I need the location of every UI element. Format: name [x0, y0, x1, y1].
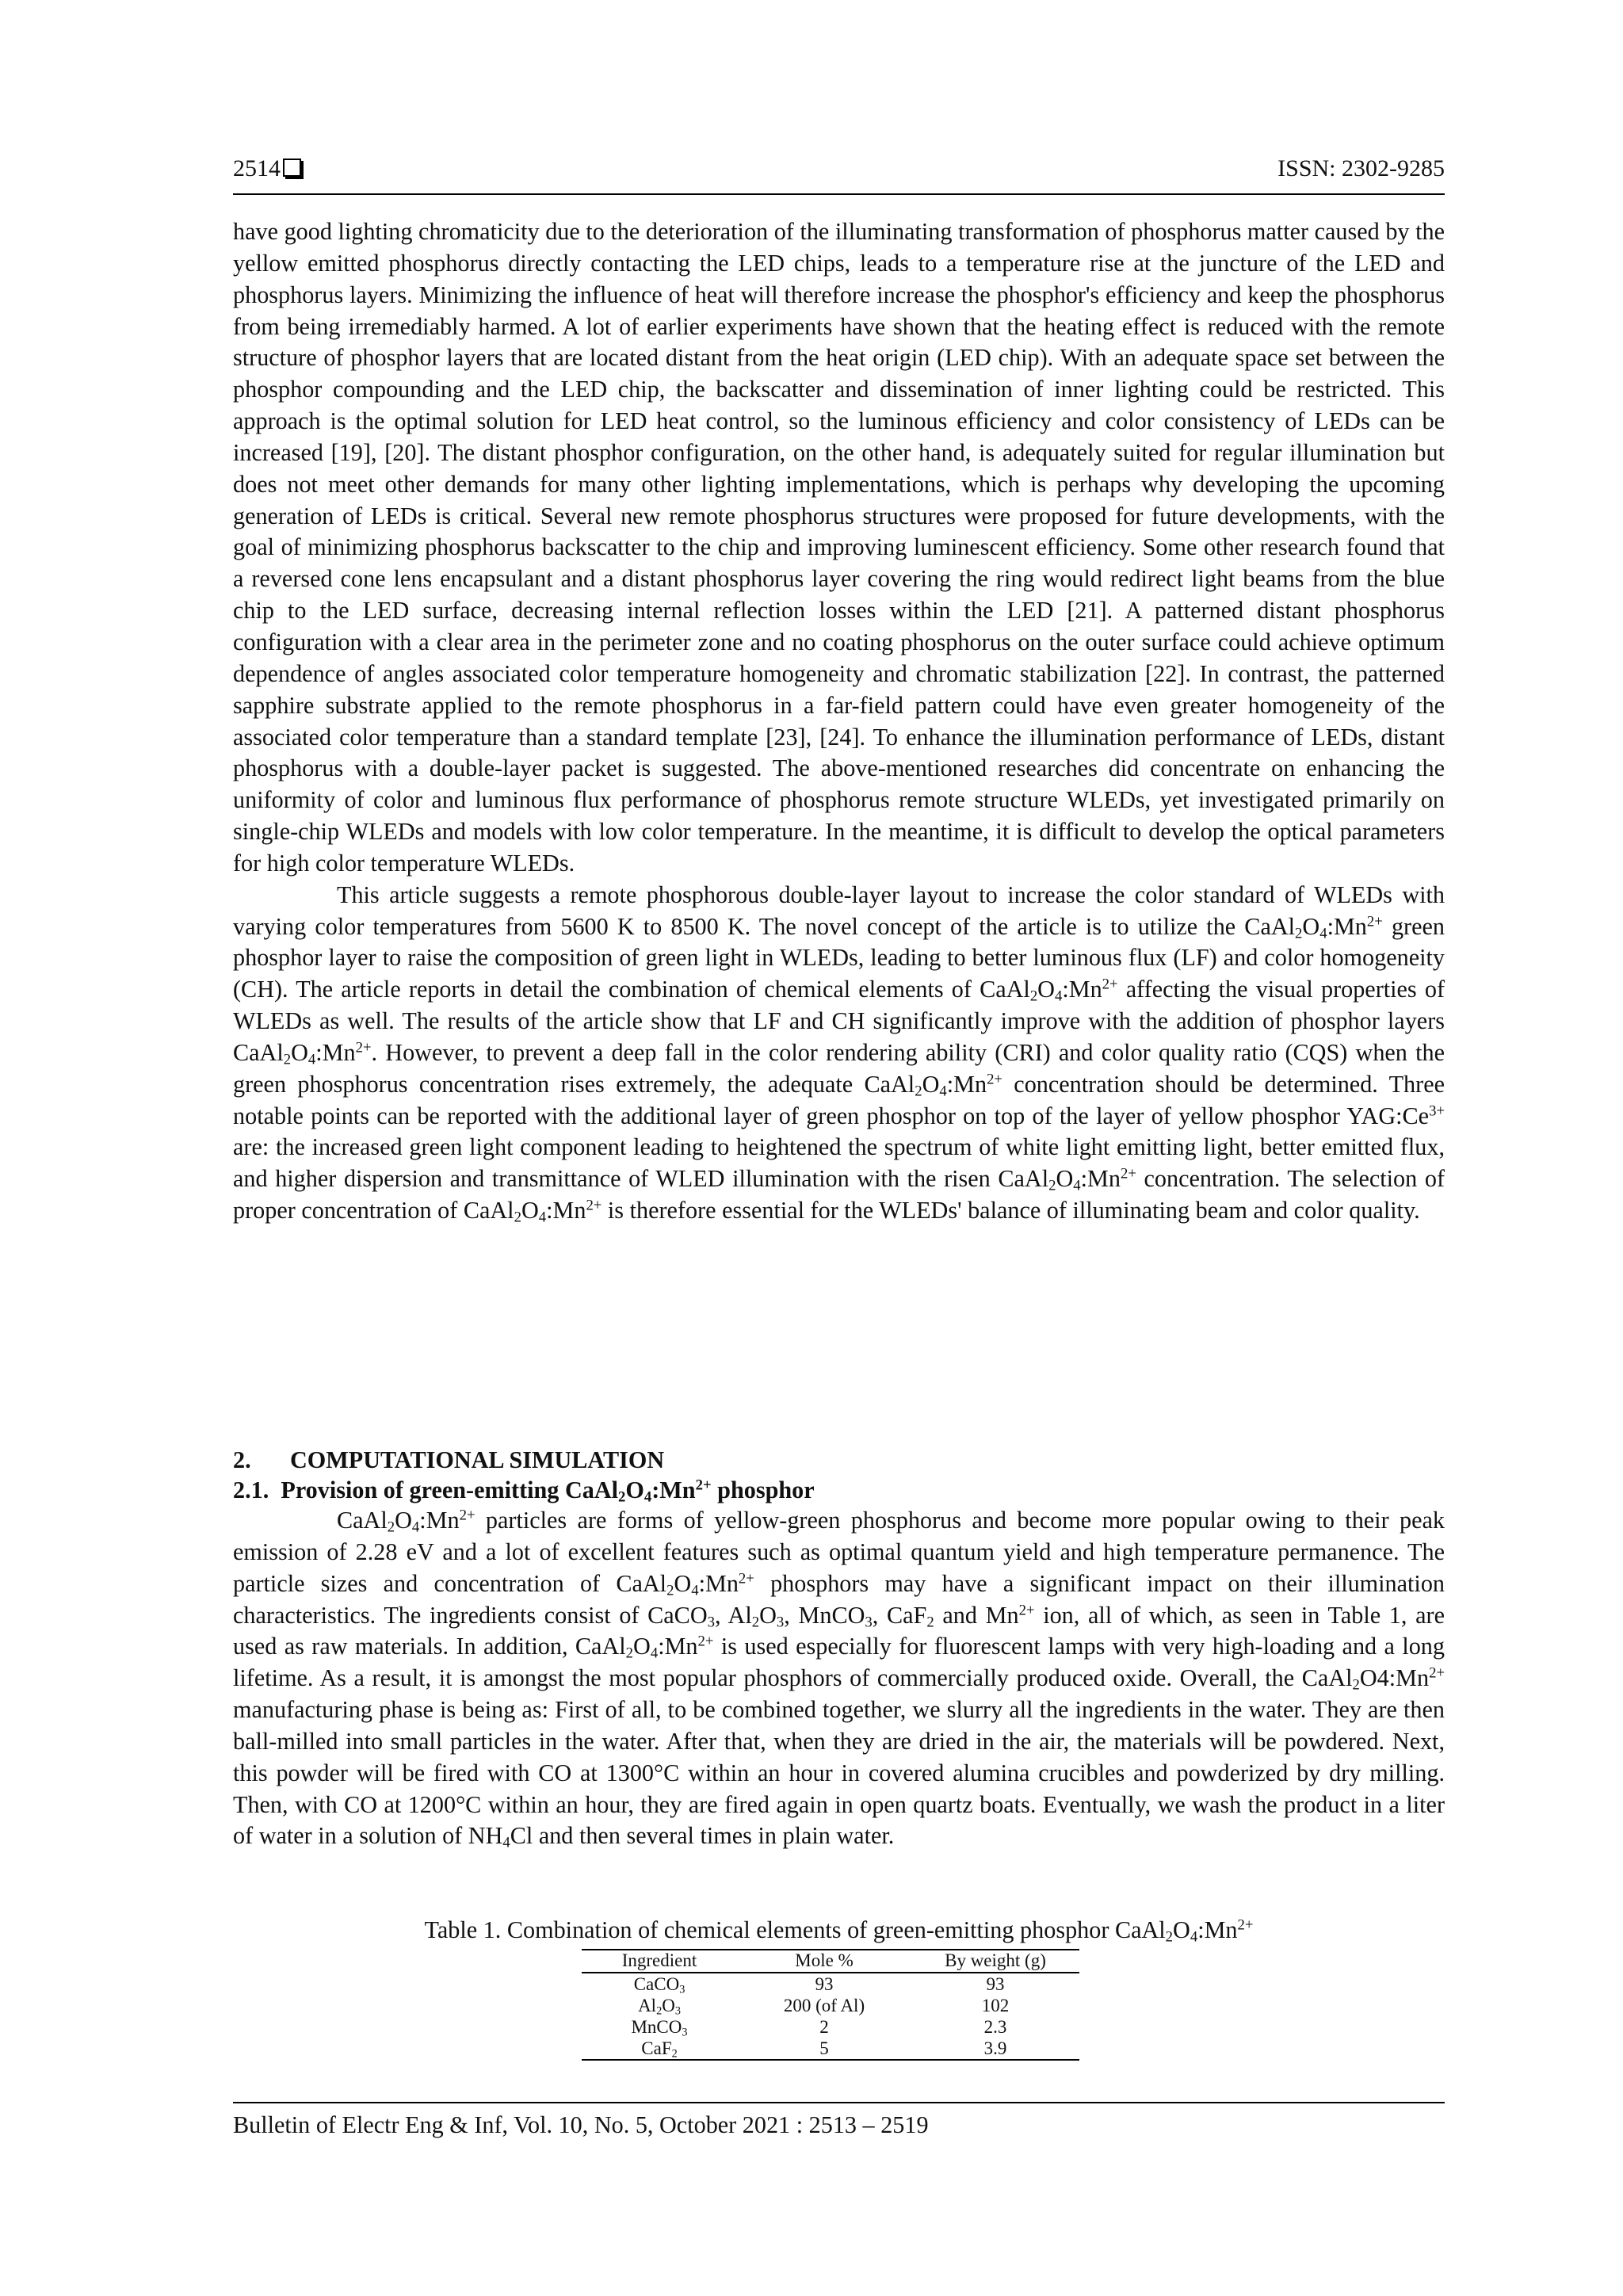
table-row	[582, 2016, 1079, 2038]
column-header: By weight (g)	[911, 1950, 1079, 1973]
paragraph: This article suggests a remote phosphorous double-layer layout to increase the color standard of WLEDs with varying color temperatures from 5600 K to 8500 K. The novel concept of the article is to utilize the $CaAl_2O_4:Mn^{2+}$ green phosphor layer to raise the composition of green light in WLEDs, leading to better luminous flux (LF) and color homogeneity (CH). The article reports in detail the combination of chemical elements of $CaAl_2O_4:Mn^{2+}$ affecting the visual properties of WLEDs as well. The results of the article show that LF and CH significantly improve with the addition of phosphor layers $CaAl_2O_4:Mn^{2+}$. However, to prevent a deep fall in the color rendering ability (CRI) and color quality ratio (CQS) when the green phosphorus concentration rises extremely, the adequate $CaAl_2O_4:Mn^{2+}$ concentration should be determined. Three notable points can be reported with the additional layer of green phosphor on top of the layer of yellow phosphor $YAG:Ce^{3+}$ are: the increased green light component leading to heightened the spectrum of white light emitting light, better emitted flux, and higher dispersion and transmittance of WLED illumination with the risen $CaAl_2O_4:Mn^{2+}$ concentration. The selection of proper concentration of $CaAl_2O_4:Mn^{2+}$ is therefore essential for the WLEDs' balance of illuminating beam and color quality.	[233, 881, 1445, 1226]
subsection-heading: 2.1. Provision of green-emitting $CaAl_2O_4:Mn^{2+}$ phosphor	[233, 1477, 815, 1506]
page-number: 2514	[233, 155, 301, 182]
paragraph: have good lighting chromaticity due to the deterioration of the illuminating transformation of phosphorus matter caused by the yellow emitted phosphorus directly contacting the LED chips, leads to a temperature rise at the juncture of the LED and phosphorus layers. Minimizing the influence of heat will therefore increase the phosphor's efficiency and keep the phosphorus from being irremediably harmed. A lot of earlier experiments have shown that the heating effect is reduced with the remote structure of phosphor layers that are located distant from the heat origin (LED chip). With an adequate space set between the phosphor compounding and the LED chip, the backscatter and dissemination of inner lighting could be restricted. This approach is the optimal solution for LED heat control, so the luminous efficiency and color consistency of LEDs can be increased [19], [20]. The distant phosphor configuration, on the other hand, is adequately suited for regular illumination but does not meet other demands for many other lighting implementations, which is perhaps why developing the upcoming generation of LEDs is critical. Several new remote phosphorus structures were proposed for future developments, with the goal of minimizing phosphorus backscatter to the chip and improving luminescent efficiency. Some other research found that a reversed cone lens encapsulant and a distant phosphorus layer covering the ring would redirect light beams from the blue chip to the LED surface, decreasing internal reflection losses within the LED [21]. A patterned distant phosphorus configuration with a clear area in the perimeter zone and no coating phosphorus on the outer surface could achieve optimum dependence of angles associated color temperature homogeneity and chromatic stabilization [22]. In contrast, the patterned sapphire substrate applied to the remote phosphorus in a far-field pattern could have even greater homogeneity of the associated color temperature than a standard template [23], [24]. To enhance the illumination performance of LEDs, distant phosphorus with a double-layer packet is suggested. The above-mentioned researches did concentrate on enhancing the uniformity of color and luminous flux performance of phosphorus remote structure WLEDs, yet investigated primarily on single-chip WLEDs and models with low color temperature. In the meantime, it is difficult to develop the optical parameters for high color temperature WLEDs.	[233, 218, 1445, 877]
column-header: Ingredient	[582, 1950, 737, 1973]
body-text	[233, 216, 1445, 1227]
table-row	[582, 1973, 1079, 1995]
page-header	[233, 152, 1445, 195]
weight-cell: 93	[986, 1973, 1005, 1994]
issn: ISSN: 2302-9285	[1277, 155, 1445, 181]
table-caption: Table 1. Combination of chemical elements of green-emitting phosphor $CaAl_2O_4:Mn^{2+}$	[424, 1916, 1254, 1946]
paragraph: $CaAl_2O_4:Mn^{2+}$ particles are forms of yellow-green phosphorus and become more popular owing to their peak emission of 2.28 eV and a lot of excellent features such as optimal quantum yield and high temperature permanence. The particle sizes and concentration of $CaAl_2O_4:Mn^{2+}$ phosphors may have a significant impact on their illumination characteristics. The ingredients consist of CaCO$_3$, $Al_2O_3$, MnCO$_3$, CaF$_2$ and $Mn^{2+}$ ion, all of which, as seen in Table 1, are used as raw materials. In addition, $CaAl_2O_4:Mn^{2+}$ is used especially for fluorescent lamps with very high-loading and a long lifetime. As a result, it is amongst the most popular phosphors of commercially produced oxide. Overall, the $CaAl_2O4:Mn^{2+}$ manufacturing phase is being as: First of all, to be combined together, we slurry all the ingredients in the water. They are then ball-milled into small particles in the water. After that, when they are dried in the air, the materials will be powdered. Next, this powder will be fired with CO at 1300°C within an hour in covered alumina crucibles and powderized by dry milling. Then, with CO at 1200°C within an hour, they are fired again in open quartz boats. Eventually, we wash the product in a liter of water in a solution of $NH_4Cl$ and then several times in plain water.	[233, 1507, 1445, 1852]
box-icon	[283, 159, 301, 177]
body-text-section-2	[233, 1505, 1445, 1852]
ingredient-cell: MnCO$_3$	[631, 2016, 688, 2039]
mole-cell: 200 (of Al)	[783, 1995, 865, 2015]
table-row	[582, 1995, 1079, 2016]
ingredient-cell: CaCO$_3$	[633, 1973, 685, 1996]
footer-citation: Bulletin of Electr Eng & Inf, Vol. 10, No. 5, October 2021 : 2513 – 2519	[233, 2111, 929, 2138]
ingredient-cell: CaF$_2$	[582, 2038, 737, 2060]
section-heading: 2. COMPUTATIONAL SIMULATION	[233, 1446, 665, 1473]
mole-cell: 93	[815, 1973, 834, 1994]
ingredient-cell: $Al_2O_3$	[638, 1995, 681, 2018]
column-header: Mole %	[737, 1950, 911, 1973]
ingredients-table	[582, 1949, 1079, 2061]
table-header-row	[582, 1950, 1079, 1973]
table-row	[582, 2038, 1079, 2060]
mole-cell: 2	[819, 2016, 829, 2037]
weight-cell: 3.9	[911, 2038, 1079, 2060]
mole-cell: 5	[737, 2038, 911, 2060]
weight-cell: 2.3	[983, 2016, 1007, 2037]
page-footer	[233, 2102, 1445, 2139]
weight-cell: 102	[981, 1995, 1010, 2015]
